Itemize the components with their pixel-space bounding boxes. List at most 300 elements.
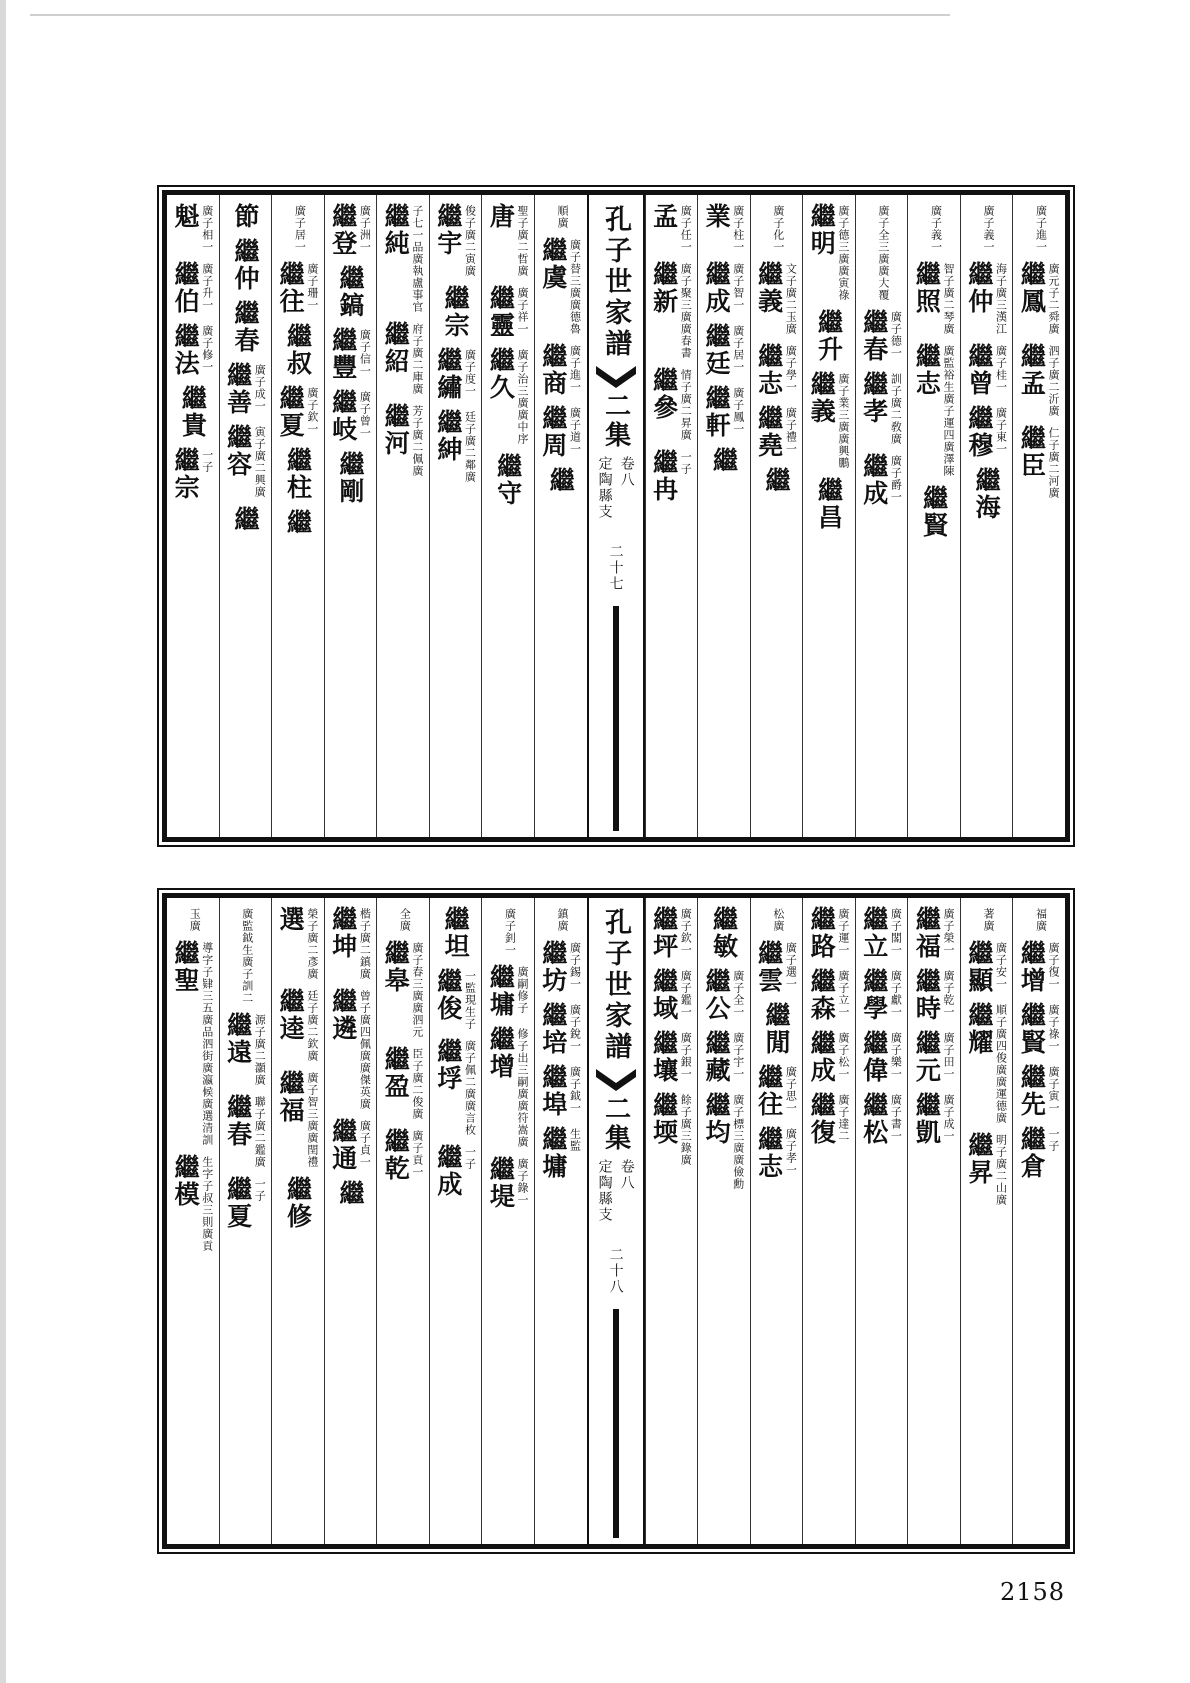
genealogy-entry <box>761 1002 791 1056</box>
person-name: 繼藏 <box>702 1030 732 1084</box>
annotation-note: 一子 <box>463 1146 477 1170</box>
annotation-note: 廣子全一 <box>731 970 745 1018</box>
volume-label: 卷八 <box>618 456 635 488</box>
person-name: 繼夏 <box>276 385 306 439</box>
person-name: 繼培 <box>538 1002 568 1056</box>
genealogy-column <box>697 898 750 1544</box>
annotation-note: 廣子祥一 <box>516 287 529 335</box>
column-entries <box>167 203 219 509</box>
person-name: 繼賢 <box>919 485 949 539</box>
genealogy-entry <box>493 453 523 507</box>
person-name: 繼通 <box>328 1118 358 1172</box>
genealogy-entry <box>1019 1002 1059 1056</box>
person-name: 孟 <box>649 203 679 230</box>
genealogy-entry <box>488 1156 528 1210</box>
person-name: 繼坤 <box>328 906 358 960</box>
annotation-note: 廣子祿一 <box>1047 1004 1061 1052</box>
person-name: 繼孝 <box>859 371 889 425</box>
person-name: 繼岐 <box>328 389 358 443</box>
genealogy-column <box>645 195 698 837</box>
genealogy-entry <box>488 285 528 339</box>
column-entries <box>961 203 1013 529</box>
annotation-note: 仁子廣二河廣 <box>1047 427 1061 499</box>
genealogy-column <box>376 898 429 1544</box>
genealogy-entry <box>704 968 744 1022</box>
genealogy-entry <box>173 203 213 253</box>
annotation-note: 曾子廣四佩廣廣傑英廣 <box>358 990 372 1110</box>
person-name: 繼柱 <box>283 447 313 501</box>
person-name: 繼坊 <box>538 940 568 994</box>
annotation-note: 臣子廣二俊廣 <box>410 1048 424 1120</box>
genealogy-entry <box>809 1092 849 1146</box>
genealogy-entry <box>859 371 903 445</box>
person-name: 繼新 <box>649 261 679 315</box>
annotation-note: 廣子鉞一 <box>568 1066 582 1114</box>
genealogy-entry <box>538 1002 582 1056</box>
annotation-note: 廣子洲一 <box>358 205 372 253</box>
person-name: 繼義 <box>754 261 784 315</box>
annotation-note: 情子廣二昇廣 <box>679 369 693 441</box>
annotation-note: 泗子廣二沂廣 <box>1047 345 1061 417</box>
person-name: 繼軒 <box>702 385 732 439</box>
column-entries <box>377 906 429 1190</box>
genealogy-entry <box>283 1176 313 1230</box>
person-name: 繼河 <box>381 403 411 457</box>
genealogy-entry <box>1019 1064 1059 1118</box>
genealogy-entry <box>538 237 582 335</box>
genealogy-entry <box>336 265 366 319</box>
genealogy-entry <box>927 203 942 253</box>
person-name: 繼參 <box>649 367 679 421</box>
person-name: 繼照 <box>912 261 942 315</box>
annotation-note: 廣監裕生廣子運四廣澤陳 <box>941 345 955 477</box>
column-entries <box>961 906 1013 1214</box>
genealogy-entry <box>754 1064 798 1118</box>
annotation-note: 廷子廣二鄰廣 <box>463 411 477 483</box>
genealogy-column <box>324 898 377 1544</box>
genealogy-entry <box>964 940 1008 994</box>
column-entries <box>325 906 377 1215</box>
annotation-note: 廣子鳳一 <box>731 387 745 435</box>
annotation-note: 廣子成一 <box>253 364 267 412</box>
annotation-note: 廣子桂一 <box>994 345 1008 393</box>
column-entries <box>220 906 272 1238</box>
column-entries <box>803 203 855 539</box>
leaf-number: 二十七 <box>607 544 624 592</box>
genealogy-entry <box>278 906 318 980</box>
person-name: 繼 <box>546 467 576 494</box>
genealogy-entry <box>754 261 798 335</box>
annotation-note: 廣子宇一 <box>731 1032 745 1080</box>
person-name: 繼賢 <box>1017 1002 1047 1056</box>
genealogy-entry <box>230 238 260 292</box>
genealogy-entry <box>553 906 568 932</box>
series-label: 二集 <box>600 1095 631 1153</box>
column-entries <box>220 203 272 541</box>
genealogy-column <box>960 195 1013 837</box>
genealogy-entry <box>754 1126 798 1180</box>
annotation-note: 子七一品廣執盧事官 <box>410 205 424 313</box>
annotation-note: 廣子治三廣廣中序 <box>516 349 529 445</box>
person-name: 業 <box>702 203 732 230</box>
annotation-note: 廣子立一 <box>836 970 850 1018</box>
genealogy-entry <box>433 1038 477 1136</box>
genealogy-entry <box>649 968 693 1022</box>
person-name: 繼堧 <box>649 1092 679 1146</box>
genealogy-entry <box>383 403 423 477</box>
genealogy-entry <box>964 1132 1008 1206</box>
book-title: 孔子世家譜 <box>600 205 632 360</box>
genealogy-entry <box>1019 261 1059 335</box>
genealogy-entry <box>283 447 313 501</box>
person-name: 繼紹 <box>381 321 411 375</box>
annotation-note: 廣子欽一 <box>305 387 319 435</box>
annotation-note: 廣子達二 <box>836 1094 850 1142</box>
genealogy-entry <box>223 424 267 498</box>
genealogy-entry <box>704 1030 744 1084</box>
genealogy-entry <box>538 1126 582 1180</box>
genealogy-entry <box>964 261 1008 335</box>
annotation-note: 一監現生子 <box>463 970 477 1030</box>
volume-branch <box>595 450 637 520</box>
annotation-note: 廣子田一 <box>941 1032 955 1080</box>
person-name: 繼海 <box>972 467 1002 521</box>
person-name: 繼墉 <box>486 964 516 1018</box>
genealogy-column <box>645 898 698 1544</box>
column-entries <box>1013 906 1065 1188</box>
person-name: 繼伯 <box>171 261 201 315</box>
genealogy-column <box>907 898 960 1544</box>
person-name: 繼皋 <box>381 940 411 994</box>
annotation-note: 廣監鉞生廣子訓二 <box>240 908 254 1004</box>
person-name: 繼修 <box>283 1176 313 1230</box>
genealogy-column <box>167 898 219 1544</box>
annotation-note: 廣子貞一 <box>358 1120 372 1168</box>
genealogy-entry <box>809 371 849 469</box>
genealogy-column <box>429 195 482 837</box>
annotation-note: 廣子進一 <box>1034 205 1048 253</box>
genealogy-entry <box>501 906 516 956</box>
genealogy-entry <box>914 1030 954 1084</box>
person-name: 繼穆 <box>964 405 994 459</box>
person-name: 繼坪 <box>649 906 679 960</box>
column-row <box>167 195 1065 837</box>
person-name: 繼春 <box>223 1094 253 1148</box>
genealogy-entry <box>433 968 477 1030</box>
person-name: 繼閒 <box>761 1002 791 1056</box>
genealogy-entry <box>914 968 954 1022</box>
genealogy-entry <box>1032 906 1047 932</box>
person-name: 繼松 <box>859 1092 889 1146</box>
genealogy-entry <box>278 385 318 439</box>
annotation-note: 廣子榮一 <box>941 908 955 956</box>
column-entries <box>272 203 324 544</box>
annotation-note: 全廣 <box>398 908 412 932</box>
person-name: 繼義 <box>807 371 837 425</box>
annotation-note: 廣子東一 <box>994 407 1008 455</box>
genealogy-entry <box>278 261 318 315</box>
genealogy-column <box>534 898 587 1544</box>
annotation-note: 府子廣二庫廣 <box>410 323 424 395</box>
genealogy-column <box>271 898 324 1544</box>
genealogy-entry <box>709 906 739 960</box>
genealogy-entry <box>814 477 844 531</box>
person-name: 繼宗 <box>171 447 201 501</box>
person-name: 繼廷 <box>702 323 732 377</box>
genealogy-entry <box>383 940 423 1038</box>
annotation-note: 廣子選一 <box>784 942 798 990</box>
genealogy-entry <box>328 988 372 1110</box>
genealogy-entry <box>859 1092 903 1146</box>
genealogy-entry <box>488 964 528 1018</box>
genealogy-column <box>802 898 855 1544</box>
genealogy-entry <box>238 906 253 1004</box>
annotation-note: 俊子廣二寅廣 <box>463 205 477 277</box>
annotation-note: 訓子廣二敎廣 <box>889 373 903 445</box>
center-rule <box>613 1309 619 1538</box>
annotation-note: 導字子肄三五廣品泗街廣瀛候廣選清訓 <box>200 942 214 1146</box>
annotation-note: 廣子運一 <box>836 908 850 956</box>
annotation-note: 鎮廣 <box>556 908 570 932</box>
genealogy-entry <box>914 343 954 477</box>
person-name: 繼元 <box>912 1030 942 1084</box>
person-name: 繼成 <box>859 453 889 507</box>
genealogy-column <box>219 898 272 1544</box>
genealogy-entry <box>649 449 693 503</box>
genealogy-column <box>219 195 272 837</box>
genealogy-entry <box>769 203 784 253</box>
genealogy-entry <box>1019 1126 1059 1180</box>
annotation-note: 智子廣二琴廣 <box>941 263 955 335</box>
person-name: 繼鎬 <box>336 265 366 319</box>
genealogy-entry <box>704 323 744 377</box>
column-entries <box>430 906 482 1206</box>
genealogy-entry <box>649 1092 693 1166</box>
book-title: 孔子世家譜 <box>600 908 632 1063</box>
annotation-note: 一子 <box>1047 1128 1061 1152</box>
person-name: 繼靈 <box>486 285 516 339</box>
genealogy-entry <box>649 203 693 253</box>
person-name: 繼仲 <box>964 261 994 315</box>
annotation-note: 廣子修一 <box>200 325 214 373</box>
annotation-note: 廣子寅一 <box>1047 1066 1061 1114</box>
genealogy-entry <box>488 203 528 277</box>
column-entries <box>535 203 587 502</box>
column-entries <box>535 906 587 1188</box>
annotation-note: 廣子錄一 <box>516 1158 529 1206</box>
fishtail-mark-icon <box>596 366 636 388</box>
genealogy-entry <box>488 347 528 445</box>
person-name: 繼 <box>761 467 791 494</box>
volume-label: 卷八 <box>618 1159 635 1191</box>
person-name: 選 <box>276 906 306 933</box>
column-entries <box>856 906 908 1154</box>
genealogy-entry <box>1019 425 1059 499</box>
person-name: 繼增 <box>1017 940 1047 994</box>
person-name: 繼逵 <box>276 988 306 1042</box>
person-name: 繼 <box>709 447 739 474</box>
annotation-note: 廣子德三廣廣寅祿 <box>836 205 850 301</box>
column-entries <box>272 906 324 1238</box>
person-name: 繼仲 <box>230 238 260 292</box>
column-entries <box>325 203 377 513</box>
genealogy-entry <box>173 323 213 377</box>
annotation-note: 廣子鑑一 <box>679 970 693 1018</box>
person-name: 繼明 <box>807 203 837 257</box>
annotation-note: 廣子柱一 <box>731 205 745 253</box>
annotation-note: 廣子乾一 <box>941 970 955 1018</box>
genealogy-entry <box>1019 940 1059 994</box>
genealogy-entry <box>769 906 784 932</box>
genealogy-entry <box>979 906 994 932</box>
genealogy-entry <box>649 906 693 960</box>
person-name: 繼學 <box>859 968 889 1022</box>
person-name: 繼往 <box>276 261 306 315</box>
column-entries <box>698 203 750 482</box>
genealogy-entry <box>704 203 744 253</box>
annotation-note: 廣子全三廣廣大覆 <box>876 205 890 301</box>
genealogy-entry <box>230 203 260 230</box>
genealogy-entry <box>538 405 582 459</box>
person-name: 繼豐 <box>328 327 358 381</box>
genealogy-entry <box>178 385 208 439</box>
person-name: 繼往 <box>754 1064 784 1118</box>
genealogy-column <box>167 195 219 837</box>
annotation-note: 廣子安一 <box>994 942 1008 990</box>
genealogy-entry <box>383 203 423 313</box>
person-name: 繼孟 <box>1017 343 1047 397</box>
leaf-number: 二十八 <box>607 1247 624 1295</box>
annotation-note: 廣子進一 <box>568 345 582 393</box>
scan-edge <box>0 0 6 1683</box>
genealogy-entry <box>538 1064 582 1118</box>
column-entries <box>646 203 698 511</box>
genealogy-entry <box>546 467 576 494</box>
annotation-note: 廣子德一 <box>889 311 903 359</box>
genealogy-entry <box>538 343 582 397</box>
genealogy-entry <box>979 203 994 253</box>
person-name: 繼立 <box>859 906 889 960</box>
person-name: 魁 <box>171 203 201 230</box>
person-name: 繼春 <box>859 309 889 363</box>
annotation-note: 廣子道一 <box>568 407 582 455</box>
genealogy-column <box>324 195 377 837</box>
person-name: 繼昌 <box>814 477 844 531</box>
annotation-note: 廣子升一 <box>200 263 214 311</box>
genealogy-entry <box>1019 343 1059 417</box>
person-name: 繼遠 <box>223 1012 253 1066</box>
genealogy-entry <box>336 1180 366 1207</box>
annotation-note: 廣子欽一 <box>679 908 693 956</box>
genealogy-entry <box>433 347 477 401</box>
annotation-note: 廣子釗一 <box>503 908 517 956</box>
annotation-note: 廣子任一 <box>679 205 693 253</box>
genealogy-entry <box>283 509 313 536</box>
person-name: 繼復 <box>807 1092 837 1146</box>
person-name: 繼福 <box>912 906 942 960</box>
column-entries <box>908 906 960 1154</box>
genealogy-entry <box>859 309 903 363</box>
person-name: 繼偉 <box>859 1030 889 1084</box>
annotation-note: 海子廣三漢江 <box>994 263 1008 335</box>
annotation-note: 松廣 <box>771 908 785 932</box>
person-name: 繼先 <box>1017 1064 1047 1118</box>
annotation-note: 廣子銀一 <box>679 1032 693 1080</box>
genealogy-entry <box>859 1030 903 1084</box>
annotation-note: 福廣 <box>1034 908 1048 932</box>
column-entries <box>167 906 219 1260</box>
genealogy-entry <box>704 1092 744 1190</box>
annotation-note: 廣子禮一 <box>784 407 798 455</box>
annotation-note: 楷子廣二鎮廣 <box>358 908 372 980</box>
person-name: 繼域 <box>649 968 679 1022</box>
annotation-note: 廷子廣二欽廣 <box>305 990 319 1062</box>
person-name: 繼 <box>283 509 313 536</box>
column-entries <box>377 203 429 485</box>
annotation-note: 廣子閣一 <box>889 908 903 956</box>
person-name: 繼剛 <box>336 451 366 505</box>
genealogy-column <box>481 898 534 1544</box>
person-name: 繼墉 <box>538 1126 568 1180</box>
annotation-note: 廣子佩二廣廣言枚 <box>463 1040 477 1136</box>
person-name: 繼顯 <box>964 940 994 994</box>
genealogy-entry <box>761 467 791 494</box>
person-name: 繼坦 <box>441 906 471 960</box>
annotation-note: 聖子廣二哲廣 <box>516 205 529 277</box>
person-name: 繼夏 <box>223 1176 253 1230</box>
annotation-note: 廣子義一 <box>929 205 943 253</box>
annotation-note: 廣子居一 <box>731 325 745 373</box>
annotation-note: 廣子智三廣廣閏禮 <box>305 1072 319 1168</box>
genealogy-entry <box>964 343 1008 397</box>
annotation-note: 廣子居一 <box>293 205 307 253</box>
annotation-note: 順子廣四俊廣廣運德廣 <box>994 1004 1008 1124</box>
genealogy-entry <box>186 906 201 932</box>
annotation-note: 廣子聚三廣廣春書 <box>679 263 693 359</box>
center-rule <box>613 606 619 831</box>
person-name: 繼志 <box>754 343 784 397</box>
person-name: 繼周 <box>538 405 568 459</box>
annotation-note: 廣子獻一 <box>889 970 903 1018</box>
genealogy-column <box>429 898 482 1544</box>
person-name: 繼成 <box>433 1144 463 1198</box>
genealogy-entry <box>328 327 372 381</box>
genealogy-entry <box>441 906 471 960</box>
genealogy-entry <box>964 1002 1008 1124</box>
genealogy-entry <box>173 447 213 501</box>
genealogy-entry <box>859 906 903 960</box>
genealogy-column <box>802 195 855 837</box>
person-name: 繼垺 <box>433 1038 463 1092</box>
column-entries <box>751 906 803 1188</box>
annotation-note: 玉廣 <box>188 908 202 932</box>
annotation-note: 聯子廣二鑑廣 <box>253 1096 267 1168</box>
annotation-note: 明子廣二山廣 <box>994 1134 1008 1206</box>
genealogy-entry <box>874 203 889 301</box>
genealogy-entry <box>964 405 1008 459</box>
annotation-note: 廣子松一 <box>836 1032 850 1080</box>
person-name: 繼森 <box>807 968 837 1022</box>
genealogy-column <box>534 195 587 837</box>
genealogy-entry <box>441 285 471 339</box>
annotation-note: 榮子廣二彥廣 <box>305 908 319 980</box>
person-name: 繼耀 <box>964 1002 994 1056</box>
genealogy-entry <box>383 321 423 395</box>
person-name: 繼守 <box>493 453 523 507</box>
person-name: 繼雲 <box>754 940 784 994</box>
person-name: 繼臣 <box>1017 425 1047 479</box>
genealogy-entry <box>278 988 318 1062</box>
